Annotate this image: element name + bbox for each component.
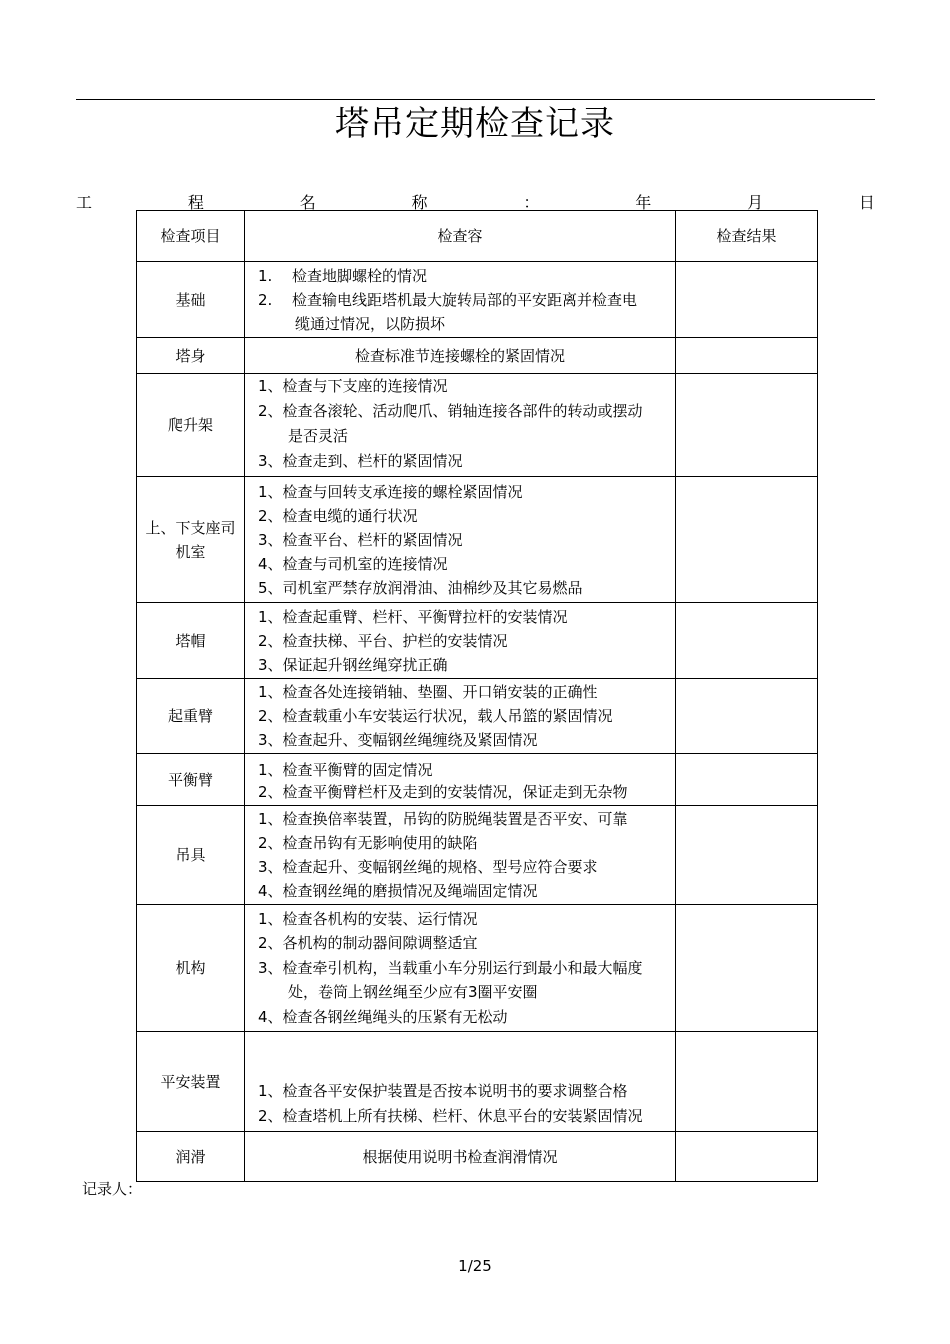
line-number: 1. <box>258 266 273 285</box>
content-line <box>258 288 667 312</box>
row-item: 机构 <box>137 905 245 1032</box>
content-line: 2、检查塔机上所有扶梯、栏杆、休息平台的安装紧固情况 <box>258 1107 643 1125</box>
row-content <box>245 1032 676 1132</box>
row-content <box>245 754 676 806</box>
content-line: 1、检查各平安保护装置是否按本说明书的要求调整合格 <box>258 1082 628 1100</box>
content-line: 3、检查牵引机构，当载重小车分别运行到最小和最大幅度 <box>258 958 643 977</box>
row-content: 检查标准节连接螺栓的紧固情况 <box>245 338 676 374</box>
info-char: 年 <box>635 193 652 212</box>
row-item: 塔帽 <box>137 603 245 679</box>
row-item: 上、下支座司机室 <box>137 477 245 603</box>
content-line: 处，卷筒上钢丝绳至少应有3圈平安圈 <box>288 983 538 1002</box>
content-line: 2、检查扶梯、平台、护栏的安装情况 <box>258 631 508 650</box>
row-item: 平安装置 <box>137 1032 245 1132</box>
page-title: 塔吊定期检查记录 <box>335 104 615 144</box>
content-line: 5、司机室严禁存放润滑油、油棉纱及其它易燃品 <box>258 578 583 597</box>
content-line: 1、检查换倍率装置，吊钩的防脱绳装置是否平安、可靠 <box>258 810 628 828</box>
info-char: 称 <box>411 193 428 212</box>
content-line: 3、检查起升、变幅钢丝绳的规格、型号应符合要求 <box>258 858 598 876</box>
content-line: 1、检查与下支座的连接情况 <box>258 377 448 395</box>
info-char: 名 <box>299 193 316 212</box>
content-line: 2、检查平衡臂栏杆及走到的安装情况，保证走到无杂物 <box>258 783 628 801</box>
content-line: 2、检查载重小车安装运行状况，载人吊篮的紧固情况 <box>258 707 613 725</box>
content-line: 1、检查各处连接销轴、垫圈、开口销安装的正确性 <box>258 683 598 701</box>
line-text: 检查输电线距塔机最大旋转局部的平安距离并检查电 <box>292 290 638 309</box>
header-item: 检查项目 <box>137 211 245 262</box>
info-char: 程 <box>187 193 204 212</box>
content-line: 2、检查各滚轮、活动爬爪、销轴连接各部件的转动或摆动 <box>258 402 643 420</box>
result-cell[interactable] <box>676 1032 818 1132</box>
row-content <box>245 477 676 603</box>
table-row <box>137 603 818 679</box>
content-line: 是否灵活 <box>288 427 349 445</box>
content-line: 2、检查吊钩有无影响使用的缺陷 <box>258 834 478 852</box>
row-item: 爬升架 <box>137 374 245 477</box>
content-line: 2、各机构的制动器间隙调整适宜 <box>258 934 478 953</box>
row-content <box>245 262 676 338</box>
page-number: 1/25 <box>458 1257 492 1275</box>
row-content <box>245 679 676 754</box>
content-line: 3、保证起升钢丝绳穿扰正确 <box>258 655 448 674</box>
content-line: 1、检查平衡臂的固定情况 <box>258 761 433 779</box>
row-item: 基础 <box>137 262 245 338</box>
content-line: 3、检查起升、变幅钢丝绳缠绕及紧固情况 <box>258 731 538 749</box>
content-line: 1、检查与回转支承连接的螺栓紧固情况 <box>258 482 523 501</box>
row-content <box>245 905 676 1032</box>
result-cell[interactable] <box>676 374 818 477</box>
row-item: 塔身 <box>137 338 245 374</box>
result-cell[interactable] <box>676 806 818 905</box>
table-row <box>137 1032 818 1132</box>
content-line: 4、检查与司机室的连接情况 <box>258 554 448 573</box>
table-row <box>137 806 818 905</box>
recorder-label: 记录人： <box>82 1180 143 1198</box>
table-row <box>137 905 818 1032</box>
info-char: 月 <box>747 193 764 212</box>
info-char: 日 <box>858 193 875 212</box>
content-line: 4、检查各钢丝绳绳头的压紧有无松动 <box>258 1007 508 1026</box>
content-line: 3、检查走到、栏杆的紧固情况 <box>258 452 463 470</box>
line-text: 检查地脚螺栓的情况 <box>292 266 428 285</box>
content-line: 3、检查平台、栏杆的紧固情况 <box>258 530 463 549</box>
row-item: 润滑 <box>137 1132 245 1182</box>
table-header-row <box>137 211 818 262</box>
content-line: 1、检查起重臂、栏杆、平衡臂拉杆的安装情况 <box>258 607 568 626</box>
content-line <box>258 264 667 288</box>
content-line: 4、检查钢丝绳的磨损情况及绳端固定情况 <box>258 882 538 900</box>
row-content <box>245 603 676 679</box>
result-cell[interactable] <box>676 1132 818 1182</box>
header-content: 检查容 <box>245 211 676 262</box>
result-cell[interactable] <box>676 905 818 1032</box>
row-content <box>245 806 676 905</box>
table-row <box>137 477 818 603</box>
result-cell[interactable] <box>676 754 818 806</box>
row-item: 起重臂 <box>137 679 245 754</box>
table-row <box>137 374 818 477</box>
content-line: 缆通过情况，以防损坏 <box>295 314 446 333</box>
table-row <box>137 679 818 754</box>
row-content: 根据使用说明书检查润滑情况 <box>245 1132 676 1182</box>
result-cell[interactable] <box>676 477 818 603</box>
table-row <box>137 338 818 374</box>
table-row <box>137 262 818 338</box>
line-number: 2. <box>258 290 273 309</box>
row-item: 平衡臂 <box>137 754 245 806</box>
content-line: 1、检查各机构的安装、运行情况 <box>258 909 478 928</box>
info-char: ： <box>523 193 540 212</box>
content-line: 2、检查电缆的通行状况 <box>258 506 418 525</box>
row-content <box>245 374 676 477</box>
row-item: 吊具 <box>137 806 245 905</box>
table-row <box>137 754 818 806</box>
result-cell[interactable] <box>676 679 818 754</box>
result-cell[interactable] <box>676 338 818 374</box>
header-result: 检查结果 <box>676 211 818 262</box>
result-cell[interactable] <box>676 603 818 679</box>
table-row <box>137 1132 818 1182</box>
result-cell[interactable] <box>676 262 818 338</box>
inspection-table <box>136 210 818 1182</box>
info-char: 工 <box>76 193 93 212</box>
